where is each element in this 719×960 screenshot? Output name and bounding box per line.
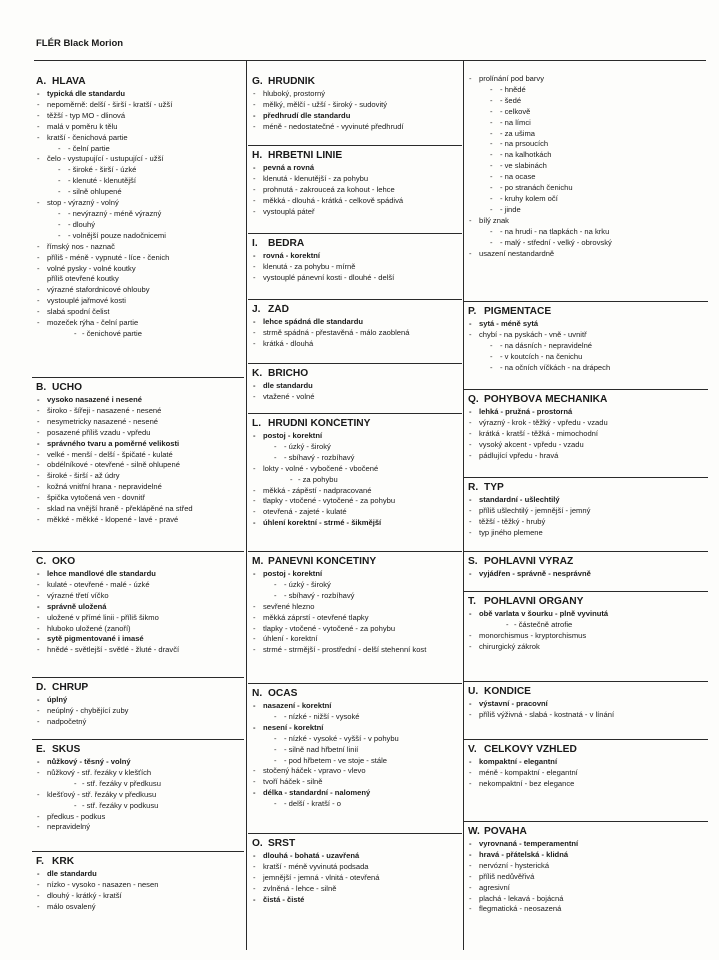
list-item: - úhlení - korektní: [252, 634, 460, 645]
list-item: - - na ocase: [468, 172, 706, 183]
list-item: - - stř. řezáky v předkusu: [36, 779, 242, 790]
list-item: - příliš ušlechtilý - jemnější - jemný: [468, 506, 706, 517]
list-item: - - volnější pouze nadočnicemi: [36, 231, 242, 242]
section-title: HLAVA: [52, 76, 86, 87]
list-item: - kulaté - otevřené - malé - úzké: [36, 580, 242, 591]
list-item: - typ jiného plemene: [468, 528, 706, 539]
section-letter: E.: [36, 744, 46, 755]
list-item: - tlapky - vtočené - vytočené - za pohybu: [252, 496, 460, 507]
list-item: - otevřená - zajeté - kulaté: [252, 507, 460, 518]
section-rule: [32, 377, 244, 378]
list-item: - malá v poměru k tělu: [36, 122, 242, 133]
section-rule: [248, 233, 462, 234]
list-item: - nasazení - korektní: [252, 701, 460, 712]
section-heading: [468, 556, 706, 567]
list-item: - příliš - méně - vypnuté - líce - čenich: [36, 253, 242, 264]
section-rule: [464, 389, 708, 390]
list-item: - - nízké - nižší - vysoké: [252, 712, 460, 723]
list-item: - - malý - střední - velký - obrovský: [468, 238, 706, 249]
list-item: - - delší - kratší - o: [252, 799, 460, 810]
list-item: - agresivní: [468, 883, 706, 894]
list-item: - nízko - vysoko - nasazen - nesen: [36, 880, 242, 891]
list-item: - vysoký akcent - vpředu - vzadu: [468, 440, 706, 451]
section-rule: [464, 739, 708, 740]
list-item: - dle standardu: [252, 381, 460, 392]
section-letter: R.: [468, 482, 479, 493]
section-letter: N.: [252, 688, 263, 699]
list-item: - - v koutcích - na čenichu: [468, 352, 706, 363]
section-title: POHLAVNÍ ORGÁNY: [484, 596, 584, 607]
list-item: - úhlení korektní - strmé - šikmější: [252, 518, 460, 529]
list-item: - - nízké - vysoké - vyšší - v pohybu: [252, 734, 460, 745]
list-item: - dle standardu: [36, 869, 242, 880]
list-item: - posazené příliš vzadu - vpředu: [36, 428, 242, 439]
list-item: - mozeček rýha - čelní partie: [36, 318, 242, 329]
list-item: - kožná vnitřní hrana - nepravidelné: [36, 482, 242, 493]
list-item: - prohnutá - zakrouceá za kohout - lehce: [252, 185, 460, 196]
section-rule: [248, 363, 462, 364]
list-item: - nekompaktní - bez elegance: [468, 779, 706, 790]
list-item: - lehce mandlové dle standardu: [36, 569, 242, 580]
list-item: - dlouhý - krátký - kratší: [36, 891, 242, 902]
list-item: - chirurgický zákrok: [468, 642, 706, 653]
list-item: - správně uložená: [36, 602, 242, 613]
list-item: - zvlněná - lehce - silně: [252, 884, 460, 895]
list-item: - krátká - kratší - těžká - mimochodní: [468, 429, 706, 440]
list-item: - nervózní - hysterická: [468, 861, 706, 872]
list-item: - nesení - korektní: [252, 723, 460, 734]
list-item: - široko - šířeji - nasazené - nesené: [36, 406, 242, 417]
section-letter: J.: [252, 304, 261, 315]
section-letter: H.: [252, 150, 263, 161]
section-rule: [248, 145, 462, 146]
section-záď: [252, 304, 460, 350]
list-item: - sklad na vnější hraně - překlápěné na střed: [36, 504, 242, 515]
section-oko: [36, 556, 242, 656]
section-heading: [36, 682, 242, 693]
section-title: OCAS: [268, 688, 298, 699]
list-item: - - za ušima: [468, 129, 706, 140]
section-title: POHLAVNÍ VÝRAZ: [484, 556, 574, 567]
section-rule: [464, 477, 708, 478]
section-heading: [252, 556, 460, 567]
list-item: - sevřené hlezno: [252, 602, 460, 613]
section-heading: [252, 418, 460, 429]
list-item: - - ve slabinách: [468, 161, 706, 172]
section-heading: [252, 76, 460, 87]
section-bedra: [252, 238, 460, 284]
list-item: - strmě spádná - přestavěná - málo zaoblená: [252, 328, 460, 339]
list-item: - vystouplá páteř: [252, 207, 460, 218]
section-letter: V.: [468, 744, 477, 755]
section-rule: [464, 821, 708, 822]
section-rule: [248, 413, 462, 414]
section-title: ZÁĎ: [268, 304, 289, 315]
section-color-shading: [468, 74, 706, 259]
list-item: - vtažené - volné: [252, 392, 460, 403]
section-typ: [468, 482, 706, 539]
section-letter: L.: [252, 418, 262, 429]
list-item: - měkká - zápěstí - nadpracované: [252, 486, 460, 497]
list-item: - příliš výživná - slabá - kostnatá - v línání: [468, 710, 706, 721]
list-item: - vyrovnaná - temperamentní: [468, 839, 706, 850]
section-srst: [252, 838, 460, 906]
list-item: - - na hrudi - na tlapkách - na krku: [468, 227, 706, 238]
list-item: - volné pysky - volné koutky: [36, 264, 242, 275]
section-heading: [252, 838, 460, 849]
list-item: - - na kalhotkách: [468, 150, 706, 161]
section-letter: D.: [36, 682, 47, 693]
list-item: - těžší - těžký - hrubý: [468, 517, 706, 528]
list-item: - - na očních víčkách - na drápech: [468, 363, 706, 374]
list-item: - nadpočetný: [36, 717, 242, 728]
section-heading: [468, 306, 706, 317]
list-item: - hravá - přátelská - klidná: [468, 850, 706, 861]
section-pohlavní-výraz: [468, 556, 706, 580]
list-item: - - úzký - široký: [252, 442, 460, 453]
section-rule: [464, 301, 708, 302]
list-item: - - šedé: [468, 96, 706, 107]
list-item: - lehce spádná dle standardu: [252, 317, 460, 328]
section-letter: Q.: [468, 394, 479, 405]
top-rule: [34, 60, 706, 61]
section-heading: [468, 482, 706, 493]
section-rule: [464, 551, 708, 552]
section-letter: I.: [252, 238, 258, 249]
section-heading: [252, 688, 460, 699]
section-celkový-vzhled: [468, 744, 706, 790]
list-item: - kratší - méně vyvinutá podsada: [252, 862, 460, 873]
list-item: - typická dle standardu: [36, 89, 242, 100]
list-item: - rovná - korektní: [252, 251, 460, 262]
section-heading: [468, 394, 706, 405]
section-rule: [32, 739, 244, 740]
list-item: - vystouplé jařmové kosti: [36, 296, 242, 307]
section-pigmentace: [468, 306, 706, 374]
section-letter: O.: [252, 838, 263, 849]
list-item: - slabá spodní čelist: [36, 307, 242, 318]
list-item: - - po stranách čenichu: [468, 183, 706, 194]
section-heading: [36, 76, 242, 87]
list-item: - stop - výrazný - volný: [36, 198, 242, 209]
list-item: - správného tvaru a poměrné velikosti: [36, 439, 242, 450]
list-item: - - na límci: [468, 118, 706, 129]
list-item: - čelo - vystupující - ustupující - užší: [36, 154, 242, 165]
list-item: - - za pohybu: [252, 475, 460, 486]
list-item: - obdélníkové - otevřené - silně ohlupené: [36, 460, 242, 471]
list-item: - - sbíhavý - rozbíhavý: [252, 453, 460, 464]
list-item: - uložené v přímé linii - příliš šikmo: [36, 613, 242, 624]
list-item: - úplný: [36, 695, 242, 706]
list-item: - hnědé - světlejší - světlé - žluté - dravčí: [36, 645, 242, 656]
list-item: - méně - kompaktní - elegantní: [468, 768, 706, 779]
list-item: - krátká - dlouhá: [252, 339, 460, 350]
list-item: - hluboký, prostorný: [252, 89, 460, 100]
section-heading: [36, 556, 242, 567]
section-title: OKO: [52, 556, 76, 567]
section-letter: B.: [36, 382, 47, 393]
list-item: - - čelní partie: [36, 144, 242, 155]
list-item: - postoj - korektní: [252, 569, 460, 580]
list-item: - kompaktní - elegantní: [468, 757, 706, 768]
section-title: POHYBOVÁ MECHANIKA: [484, 394, 608, 405]
section-rule: [248, 299, 462, 300]
list-item: - klenutá - za pohybu - mírně: [252, 262, 460, 273]
list-item: - prolínání pod barvy: [468, 74, 706, 85]
section-title: KONDICE: [484, 686, 531, 697]
section-rule: [464, 591, 708, 592]
section-heading: [36, 382, 242, 393]
list-item: - - silně ohlupené: [36, 187, 242, 198]
section-letter: M.: [252, 556, 264, 567]
list-item: - římský nos - naznač: [36, 242, 242, 253]
section-title: BEDRA: [268, 238, 305, 249]
section-heading: [468, 744, 706, 755]
section-břicho: [252, 368, 460, 403]
list-item: - obě varlata v šourku - plně vyvinutá: [468, 609, 706, 620]
list-item: - pevná a rovná: [252, 163, 460, 174]
list-item: - usazení nestandardně: [468, 249, 706, 260]
list-item: - - nevýrazný - méně výrazný: [36, 209, 242, 220]
section-title: SRST: [268, 838, 296, 849]
section-title: KRK: [52, 856, 75, 867]
list-item: - příliš nedůvěřivá: [468, 872, 706, 883]
list-item: - výstavní - pracovní: [468, 699, 706, 710]
list-item: - bílý znak: [468, 216, 706, 227]
list-item: - - silně nad hřbetní linií: [252, 745, 460, 756]
list-item: - - stř. řezáky v podkusu: [36, 801, 242, 812]
section-title: PIGMENTACE: [484, 306, 552, 317]
section-heading: [252, 238, 460, 249]
section-hrudník: [252, 76, 460, 133]
list-item: - měkká - dlouhá - krátká - celkově spádivá: [252, 196, 460, 207]
list-item: - čistá - čisté: [252, 895, 460, 906]
list-item: - monorchismus - kryptorchismus: [468, 631, 706, 642]
section-heading: [468, 596, 706, 607]
list-item: - vyjádřen - správně - nesprávně: [468, 569, 706, 580]
list-item: - neúplný - chybějící zuby: [36, 706, 242, 717]
section-title: HRUDNÍK: [268, 76, 315, 87]
section-letter: U.: [468, 686, 479, 697]
list-item: - nepoměrně: delší - širší - kratší - užší: [36, 100, 242, 111]
section-ocas: [252, 688, 460, 810]
list-item: - - hnědé: [468, 85, 706, 96]
section-pánevní-končetiny: [252, 556, 460, 656]
list-item: - - klenuté - klenutější: [36, 176, 242, 187]
list-item: - předhrudí dle standardu: [252, 111, 460, 122]
list-item: - klenutá - klenutější - za pohybu: [252, 174, 460, 185]
list-item: - - kruhy kolem očí: [468, 194, 706, 205]
section-heading: [252, 150, 460, 161]
section-povaha: [468, 826, 706, 915]
list-item: - vystouplé pánevní kosti - dlouhé - delší: [252, 273, 460, 284]
list-item: - tlapky - vtočené - vytočené - za pohybu: [252, 624, 460, 635]
section-heading: [36, 856, 242, 867]
list-item: - stočený háček - vpravo - vlevo: [252, 766, 460, 777]
section-title: SKUS: [52, 744, 81, 755]
list-item: - flegmatická - neosazená: [468, 904, 706, 915]
section-pohybová-mechanika: [468, 394, 706, 462]
list-item: - předkus - podkus: [36, 812, 242, 823]
list-item: - těžší - typ MO - dlinová: [36, 111, 242, 122]
section-rule: [248, 551, 462, 552]
section-title: CELKOVÝ VZHLED: [484, 744, 577, 755]
list-item: - měkká záprstí - otevřené tlapky: [252, 613, 460, 624]
section-rule: [32, 677, 244, 678]
column-divider-1: [246, 60, 247, 950]
list-item: - hluboko uložené (zanoří): [36, 624, 242, 635]
list-item: - tvoří háček - silně: [252, 777, 460, 788]
section-title: PÁNEVNÍ KONČETINY: [268, 556, 377, 567]
section-rule: [464, 681, 708, 682]
list-item: - - sbíhavý - rozbíhavý: [252, 591, 460, 602]
section-heading: [252, 304, 460, 315]
section-heading: [468, 826, 706, 837]
section-rule: [32, 551, 244, 552]
section-letter: G.: [252, 76, 263, 87]
section-title: BŘICHO: [268, 368, 309, 379]
section-heading: [468, 686, 706, 697]
section-hlava: [36, 76, 242, 340]
list-item: - - úzký - široký: [252, 580, 460, 591]
list-item: - nůžkový - těsný - volný: [36, 757, 242, 768]
list-item: - sytá - méně sytá: [468, 319, 706, 330]
list-item: - výrazné třetí víčko: [36, 591, 242, 602]
section-kondice: [468, 686, 706, 721]
section-chrup: [36, 682, 242, 728]
section-letter: S.: [468, 556, 478, 567]
section-rule: [248, 683, 462, 684]
list-item: - délka - standardní - nalomený: [252, 788, 460, 799]
list-item: - vysoko nasazené i nesené: [36, 395, 242, 406]
column-divider-2: [463, 60, 464, 950]
list-item: - nesymetricky nasazené - nesené: [36, 417, 242, 428]
section-hrudní-končetiny: [252, 418, 460, 529]
list-item: - klešťový - stř. řezáky v předkusu: [36, 790, 242, 801]
list-item: - strmé - strmější - prostřední - delší stehenní kost: [252, 645, 460, 656]
list-item: - lokty - volné - vybočené - vbočené: [252, 464, 460, 475]
list-item: - dlouhá - bohatá - uzavřená: [252, 851, 460, 862]
section-title: UCHO: [52, 382, 82, 393]
section-hřbetní-linie: [252, 150, 460, 218]
list-item: - méně - nedostatečné - vyvinuté předhrudí: [252, 122, 460, 133]
section-rule: [248, 833, 462, 834]
section-letter: C.: [36, 556, 47, 567]
section-heading: [36, 744, 242, 755]
list-item: - mělký, mělčí - užší - široký - sudovitý: [252, 100, 460, 111]
list-item: - pádlující vpředu - hravá: [468, 451, 706, 462]
list-item: - standardní - ušlechtilý: [468, 495, 706, 506]
list-item: - - jinde: [468, 205, 706, 216]
list-item: - - pod hřbetem - ve stoje - stále: [252, 756, 460, 767]
list-item: - kratší - čenichová partie: [36, 133, 242, 144]
section-letter: K.: [252, 368, 263, 379]
list-item: - - široké - širší - úzké: [36, 165, 242, 176]
section-letter: W.: [468, 826, 480, 837]
list-item: - výrazný - krok - těžký - vpředu - vzadu: [468, 418, 706, 429]
list-item: - sytě pigmentované i imasé: [36, 634, 242, 645]
list-item: - nepravidelný: [36, 822, 242, 833]
list-item: - široké - širší - až údry: [36, 471, 242, 482]
section-title: POVAHA: [484, 826, 527, 837]
section-letter: T.: [468, 596, 476, 607]
list-item: - plachá - lekavá - bojácná: [468, 894, 706, 905]
list-item: - velké - menší - delší - špičaté - kulaté: [36, 450, 242, 461]
section-title: TYP: [484, 482, 504, 493]
list-item: příliš otevřené koutky: [47, 274, 119, 284]
list-item: - nůžkový - stř. řezáky v klešťích: [36, 768, 242, 779]
list-item: - - celkově: [468, 107, 706, 118]
list-item: - málo osvalený: [36, 902, 242, 913]
section-krk: [36, 856, 242, 913]
list-item: - - na dásních - nepravidelné: [468, 341, 706, 352]
list-item: - - dlouhý: [36, 220, 242, 231]
section-letter: F.: [36, 856, 44, 867]
section-title: HŘBETNÍ LINIE: [268, 150, 343, 161]
page-title: FLÉR Black Morion: [36, 38, 124, 49]
section-letter: A.: [36, 76, 47, 87]
section-rule: [32, 851, 244, 852]
section-title: HRUDNÍ KONČETINY: [268, 418, 371, 429]
list-item: - výrazné stafordnicové ohlouby: [36, 285, 242, 296]
list-item: - - na prsoucích: [468, 139, 706, 150]
list-item: - - čenichové partie: [36, 329, 242, 340]
section-title: CHRUP: [52, 682, 89, 693]
section-pohlavní-orgány: [468, 596, 706, 653]
list-item: - měkké - měkké - klopené - lavé - pravé: [36, 515, 242, 526]
list-item: - jemnější - jemná - vlnitá - otevřená: [252, 873, 460, 884]
list-item: - špička vytočená ven - dovnitř: [36, 493, 242, 504]
list-item: - postoj - korektní: [252, 431, 460, 442]
list-item: - lehká - pružná - prostorná: [468, 407, 706, 418]
section-skus: [36, 744, 242, 833]
list-item: - - částečně atrofie: [468, 620, 706, 631]
list-item: - chybí - na pyskách - vně - uvnitř: [468, 330, 706, 341]
section-ucho: [36, 382, 242, 526]
section-letter: P.: [468, 306, 477, 317]
section-heading: [252, 368, 460, 379]
